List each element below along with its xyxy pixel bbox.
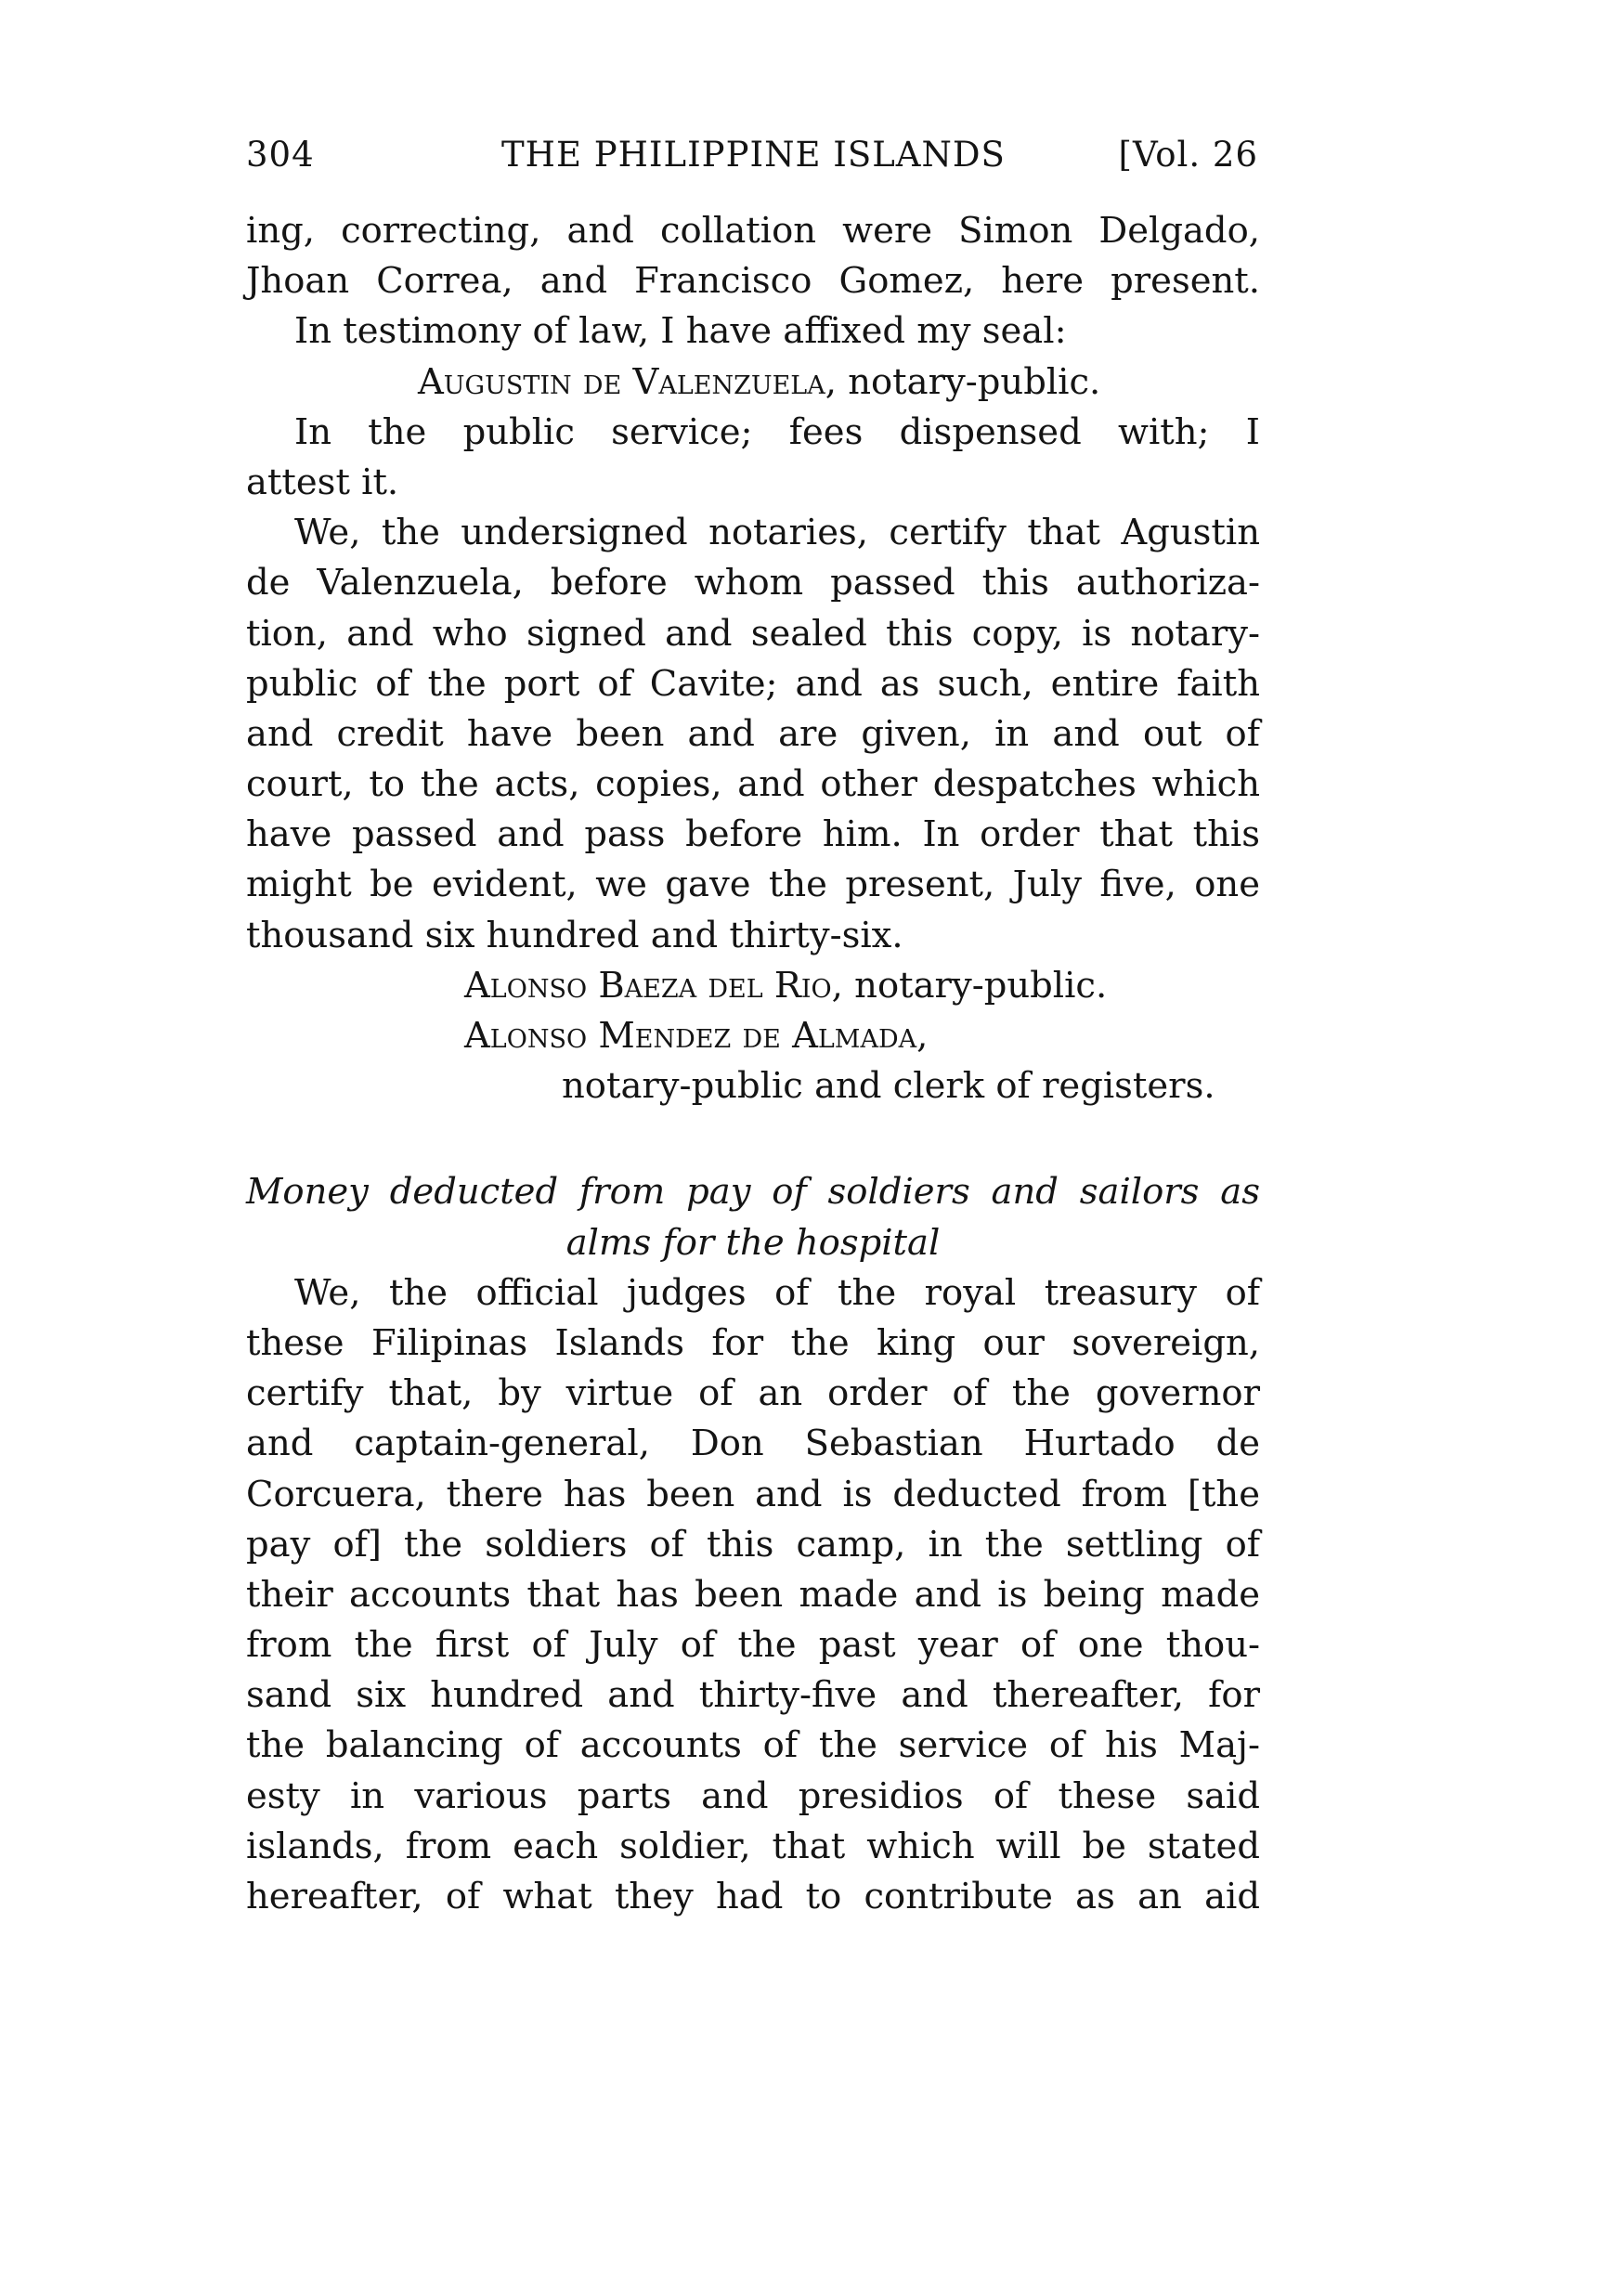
text-line: islands, from each soldier, that which will be stated xyxy=(246,1825,1260,1867)
page-number: 304 xyxy=(246,135,315,175)
text-line: Jhoan Correa, and Francisco Gomez, here present. xyxy=(246,260,1260,303)
volume-label: [Vol. 26 xyxy=(1118,135,1258,175)
text-line: Corcuera, there has been and is deducted from [the xyxy=(246,1473,1260,1515)
section-heading: alms for the hospital xyxy=(565,1221,941,1264)
signatory-name: Alonso Mendez de Almada, xyxy=(464,1015,929,1057)
text-line: public of the port of Cavite; and as such, entire faith xyxy=(246,662,1260,705)
text-line: We, the official judges of the royal treasury of xyxy=(294,1271,1260,1314)
text-line: the balancing of accounts of the service of his Maj- xyxy=(246,1724,1260,1767)
text-line: We, the undersigned notaries, certify that Agustin xyxy=(294,512,1260,554)
text-line: sand six hundred and thirty-five and thereafter, for xyxy=(246,1674,1260,1717)
signatory-title: notary-public. xyxy=(842,964,1108,1007)
text-line: de Valenzuela, before whom passed this authoriza- xyxy=(246,562,1260,604)
text-line: from the first of July of the past year of one thou- xyxy=(246,1624,1260,1667)
text-line: and captain-general, Don Sebastian Hurtado de xyxy=(246,1423,1260,1465)
text-line: hereafter, of what they had to contribute as an aid xyxy=(246,1876,1260,1917)
signature-line xyxy=(246,1011,1260,1061)
text-line: tion, and who signed and sealed this copy, is notary- xyxy=(246,612,1260,655)
text-line: esty in various parts and presidios of these said xyxy=(246,1774,1260,1817)
text-line: court, to the acts, copies, and other despatches which xyxy=(246,763,1260,806)
text-line: and credit have been and are given, in and out of xyxy=(246,712,1260,755)
text-line: pay of] the soldiers of this camp, in the settling of xyxy=(246,1523,1260,1566)
text-line: In testimony of law, I have affixed my seal: xyxy=(294,310,1067,353)
signatory-title: notary-public and clerk of registers. xyxy=(562,1065,1215,1108)
signature-line xyxy=(246,961,1260,1011)
text-line: certify that, by virtue of an order of the governor xyxy=(246,1372,1260,1415)
text-line: these Filipinas Islands for the king our sovereign, xyxy=(246,1321,1260,1364)
text-line: thousand six hundred and thirty-six. xyxy=(246,914,903,956)
text-line: have passed and pass before him. In order that this xyxy=(246,813,1260,856)
text-line: ing, correcting, and collation were Simon Delgado, xyxy=(246,210,1260,252)
section-gap xyxy=(246,1111,1260,1167)
page-body xyxy=(246,206,1260,1922)
signatory-title: notary-public. xyxy=(836,360,1101,403)
running-header xyxy=(246,135,1267,190)
signature-line xyxy=(246,357,1260,408)
running-title: THE PHILIPPINE ISLANDS xyxy=(501,135,1006,175)
text-line: In the public service; fees dispensed with; I xyxy=(294,410,1260,453)
section-heading: Money deducted from pay of soldiers and sailors as xyxy=(246,1171,1260,1214)
text-line: attest it. xyxy=(246,461,399,503)
text-line: their accounts that has been made and is being made xyxy=(246,1573,1260,1616)
text-line: might be evident, we gave the present, July five, one xyxy=(246,864,1260,906)
signatory-name: Alonso Baeza del Rio, xyxy=(464,964,843,1007)
signatory-name: Augustin de Valenzuela, xyxy=(418,360,837,403)
